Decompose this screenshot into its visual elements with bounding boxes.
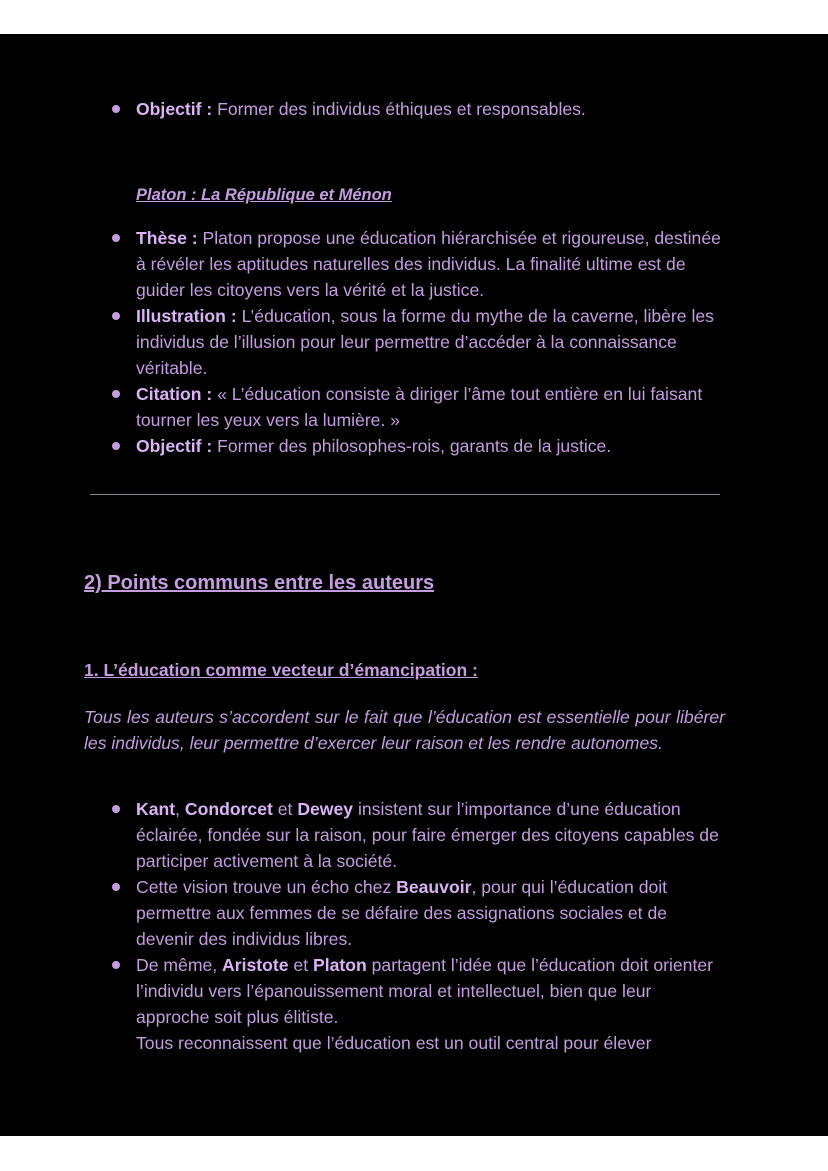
list-item: [136, 381, 726, 433]
closing-sentence: Tous reconnaissent que l’éducation est un outil central pour élever: [136, 1033, 652, 1053]
bullet-label: Citation :: [136, 384, 213, 404]
document-page: [0, 34, 828, 1136]
author-beauvoir: Beauvoir: [396, 877, 472, 897]
subsection-title: 1. L’éducation comme vecteur d’émancipation :: [84, 660, 478, 680]
separator: ,: [175, 799, 185, 819]
separator: et: [288, 955, 313, 975]
list-item: [136, 303, 726, 381]
bullet-label: Thèse :: [136, 228, 198, 248]
author-dewey: Dewey: [297, 799, 354, 819]
author-condorcet: Condorcet: [184, 799, 273, 819]
bullet-label: Objectif :: [136, 436, 213, 456]
bullet-text: De même,: [136, 955, 223, 975]
bullet-text: , pour qui l’éducation doit permettre aux femmes de se défaire des assignations sociales et de devenir des individus libres.: [136, 877, 668, 949]
intro-paragraph: Tous les auteurs s’accordent sur le fait que l’éducation est essentielle pour libérer les individus, leur permettre d’exercer leur raison et les rendre autonomes.: [84, 707, 725, 753]
bullet-label: Illustration :: [136, 306, 237, 326]
author-aristote: Aristote: [222, 955, 289, 975]
author-platon: Platon: [312, 955, 367, 975]
bullet-text: Cette vision trouve un écho chez: [136, 877, 397, 897]
separator: et: [272, 799, 298, 819]
list-item: [136, 952, 728, 1056]
bullet-text: insistent sur l’importance d’une éducation éclairée, fondée sur la raison, pour faire émerger des citoyens capables de participer activement à la société.: [136, 799, 719, 871]
section-title: 2) Points communs entre les auteurs: [84, 572, 435, 594]
bullet-text: L’éducation, sous la forme du mythe de la caverne, libère les individus de l’illusion pour leur permettre d’accéder à la connaissance véritable.: [136, 306, 714, 378]
common-points-list: [136, 796, 728, 1056]
list-item: [136, 433, 726, 459]
bullet-text: Former des individus éthiques et responsables.: [212, 99, 586, 119]
platon-title: Platon : La République et Ménon: [136, 186, 392, 204]
bullet-text: partagent l’idée que l’éducation doit orienter l’individu vers l’épanouissement moral et intellectuel, bien que leur approche soit plus élitiste.: [136, 955, 713, 1027]
list-item: [136, 796, 728, 874]
list-item: [136, 225, 726, 303]
bullet-text: « L’éducation consiste à diriger l’âme tout entière en lui faisant tourner les yeux vers la lumière. »: [136, 384, 703, 430]
top-bullet-list: [136, 96, 736, 122]
list-item: [136, 874, 728, 952]
author-kant: Kant: [136, 799, 176, 819]
bullet-label: Objectif :: [136, 99, 213, 119]
horizontal-divider: [90, 494, 720, 495]
list-item: [136, 96, 736, 122]
platon-bullet-list: [136, 225, 726, 459]
bullet-text: Former des philosophes-rois, garants de la justice.: [212, 436, 612, 456]
bullet-text: Platon propose une éducation hiérarchisée et rigoureuse, destinée à révéler les aptitudes naturelles des individus. La finalité ultime est de guider les citoyens vers la vérité et la justice.: [136, 228, 721, 300]
